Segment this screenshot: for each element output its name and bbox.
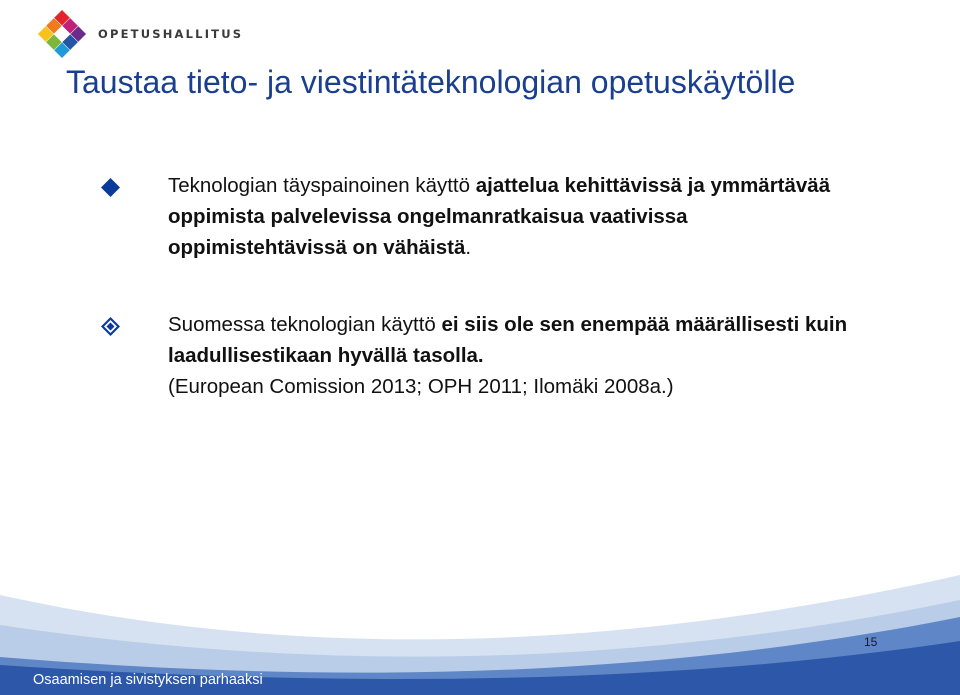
bullet-1-text-end: . xyxy=(465,236,472,259)
bullet-2-text-bold: ei siis ole sen enempää määrällisesti kuin laadullisestikaan hyvällä tasolla. xyxy=(168,313,848,367)
bullet-2-citation: (European Comission 2013; OPH 2011; Ilomäki 2008a.) xyxy=(168,375,674,398)
slide-title: Taustaa tieto- ja viestintäteknologian opetuskäytölle xyxy=(66,64,796,100)
diamond-bullet-icon xyxy=(100,177,121,198)
bullet-text-2 xyxy=(168,309,868,402)
bullet-1-text-regular: Teknologian täyspainoinen käyttö xyxy=(168,174,476,197)
bullet-2-text-regular: Suomessa teknologian käyttö xyxy=(168,313,442,336)
bullet-text-1 xyxy=(168,170,868,263)
diamond-outline-bullet-icon xyxy=(100,316,121,337)
org-name: OPETUSHALLITUS xyxy=(98,27,244,41)
bullet-1-text-bold: ajattelua kehittävissä ja ymmärtävää oppimista palvelevissa ongelmanratkaisua vaativissa oppimistehtävissä on vähäistä xyxy=(168,174,831,259)
footer-tagline: Osaamisen ja sivistyksen parhaaksi xyxy=(33,672,263,688)
diamond-mosaic-logo-icon xyxy=(33,8,91,60)
page-number: 15 xyxy=(864,635,878,649)
